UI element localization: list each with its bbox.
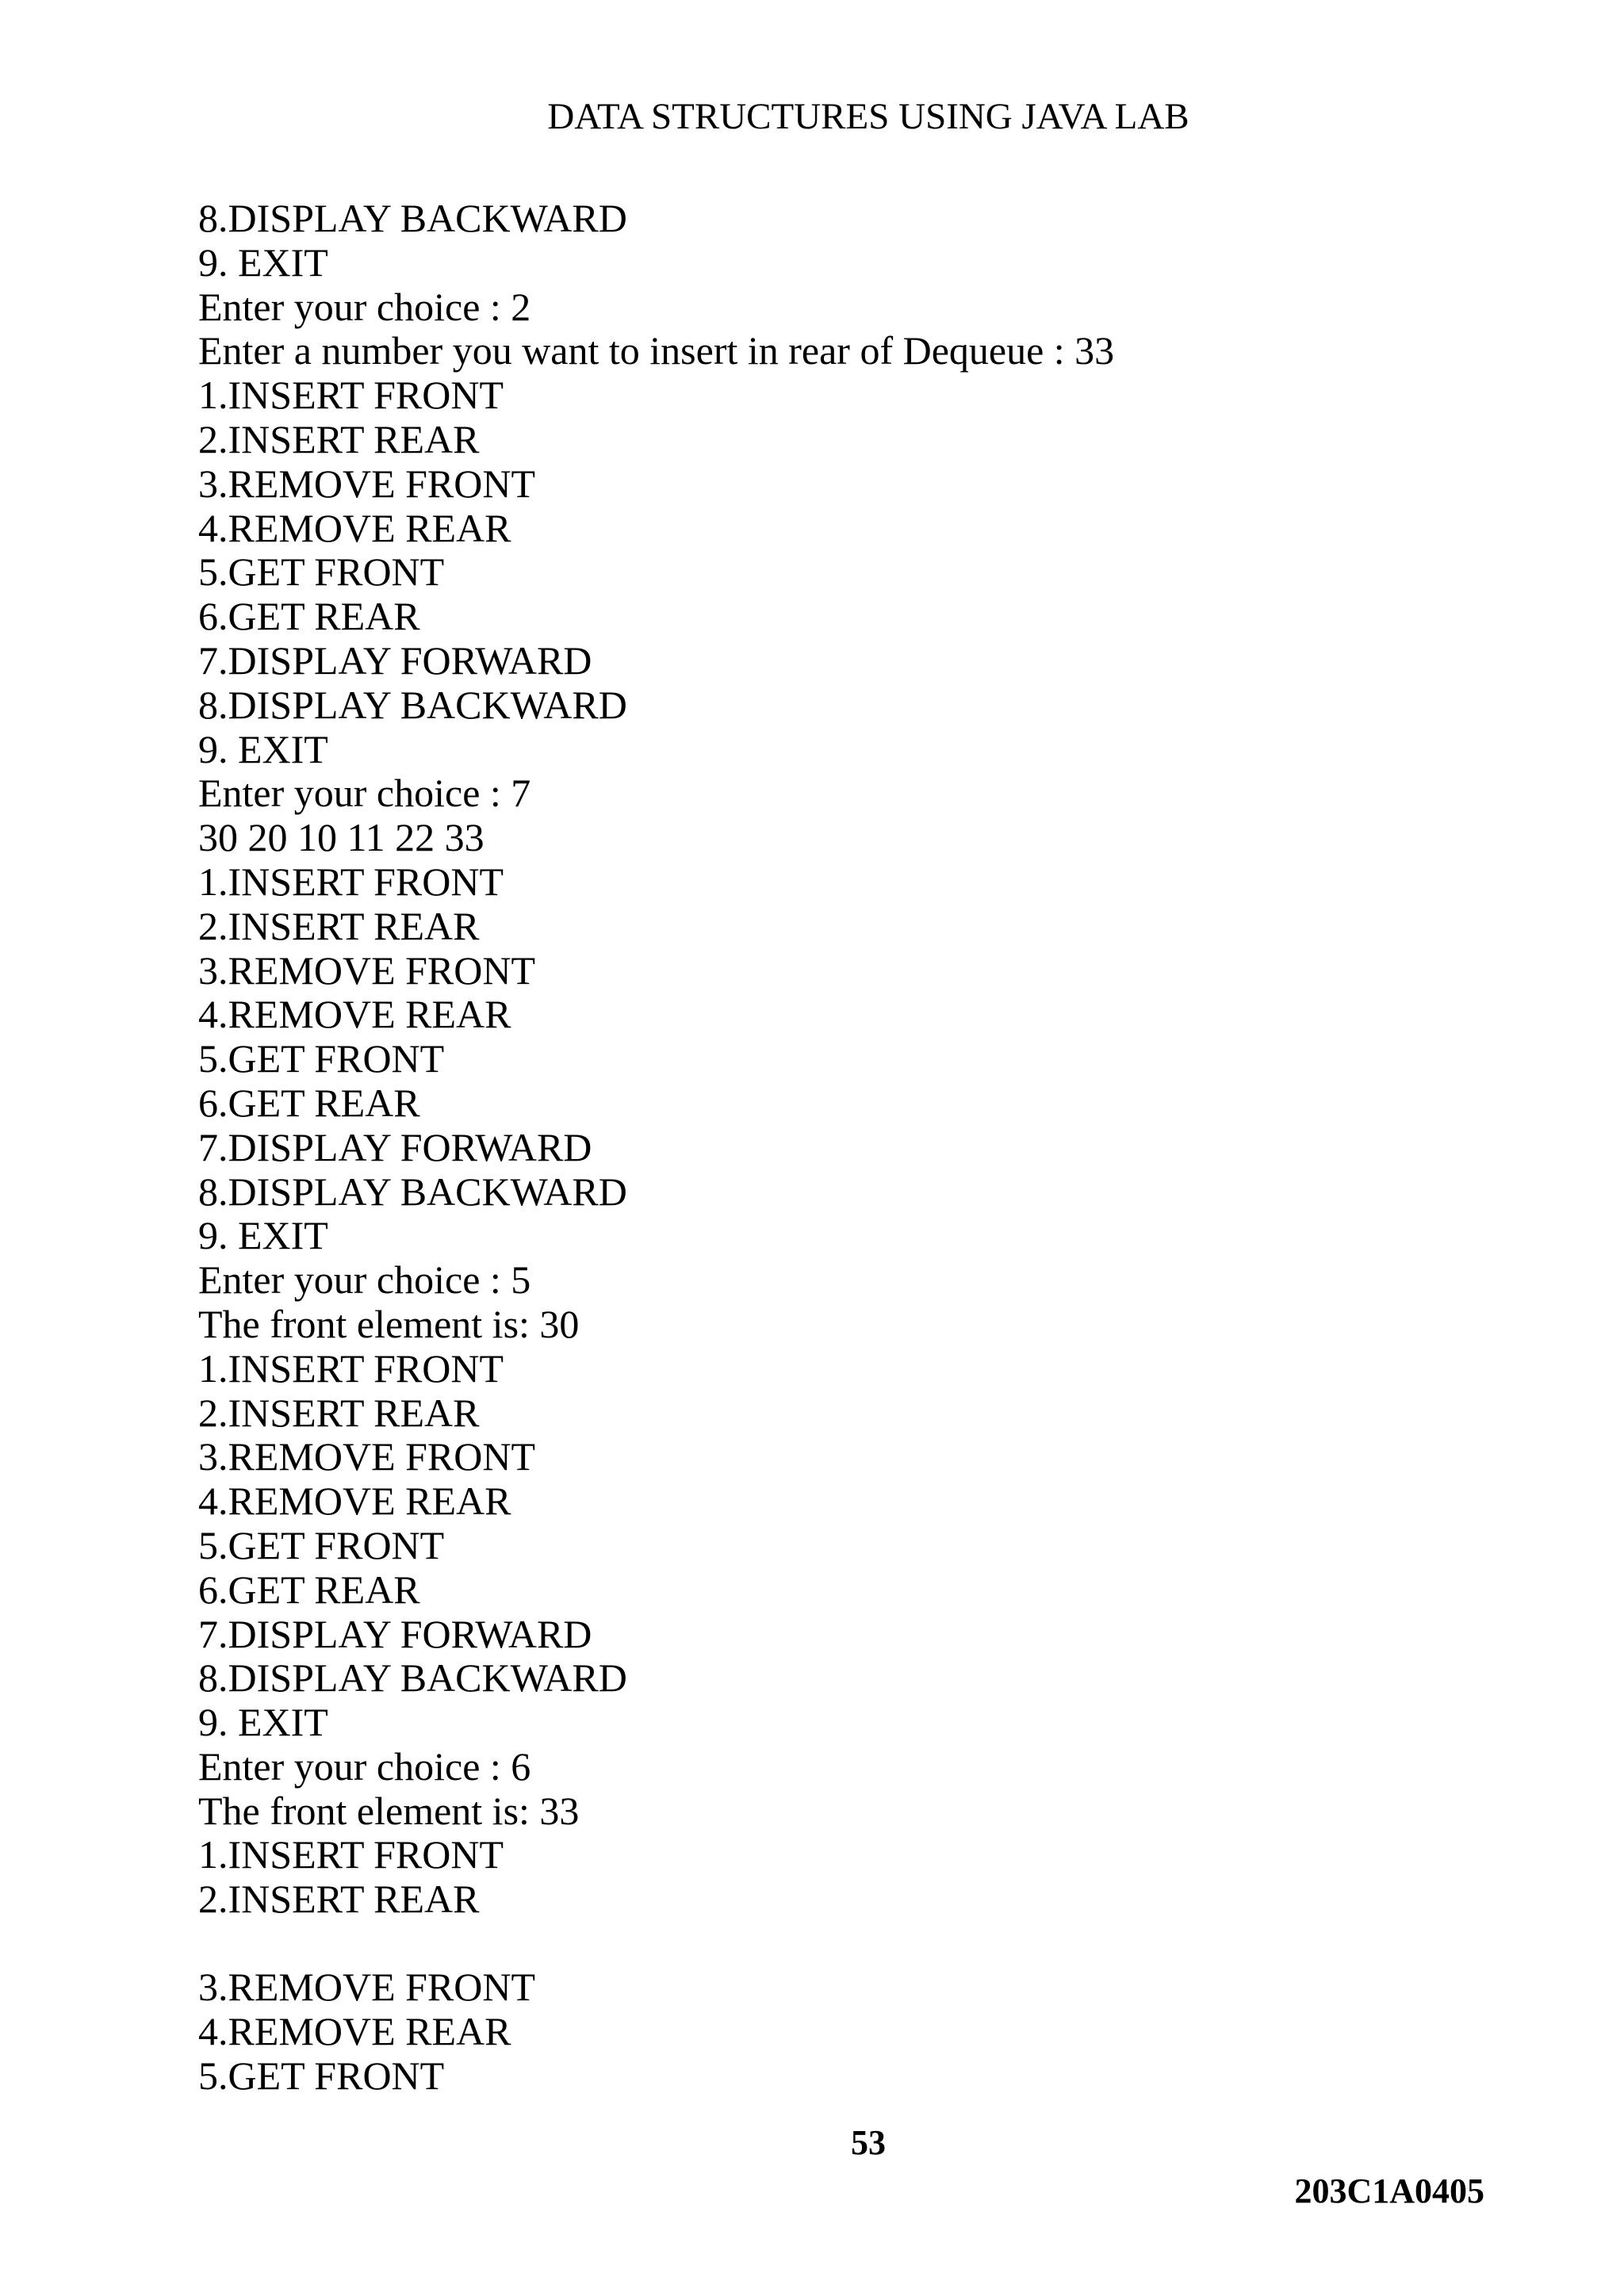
output-line: 5.GET FRONT <box>198 1522 445 1567</box>
output-line: 3.REMOVE FRONT <box>198 461 536 506</box>
output-line: Enter your choice : 5 <box>198 1257 531 1303</box>
output-line: 9. EXIT <box>198 726 328 771</box>
output-line: 3.REMOVE FRONT <box>198 1434 536 1479</box>
output-line: 8.DISPLAY BACKWARD <box>198 196 627 240</box>
output-line: Enter your choice : 2 <box>198 284 531 329</box>
output-line: 4.REMOVE REAR <box>198 1479 511 1524</box>
output-line: 2.INSERT REAR <box>198 416 480 461</box>
output-line: 2.INSERT REAR <box>198 1877 480 1922</box>
output-line: The front element is: 33 <box>198 1788 580 1833</box>
output-line: 9. EXIT <box>198 1213 328 1258</box>
output-line: Enter a number you want to insert in rear of Dequeue : 33 <box>198 328 1115 373</box>
output-line: 5.GET FRONT <box>198 1036 445 1081</box>
output-line: 4.REMOVE REAR <box>198 992 511 1037</box>
output-line: 6.GET REAR <box>198 1080 420 1125</box>
output-line: Enter your choice : 6 <box>198 1743 531 1789</box>
output-line: 30 20 10 11 22 33 <box>198 815 485 860</box>
output-line: 1.INSERT FRONT <box>198 1832 504 1877</box>
program-output <box>198 197 1114 2098</box>
output-line: 5.GET FRONT <box>198 549 445 595</box>
output-line: 8.DISPLAY BACKWARD <box>198 1655 627 1701</box>
output-line: 2.INSERT REAR <box>198 1390 480 1435</box>
output-line: 2.INSERT REAR <box>198 903 480 948</box>
output-line: 7.DISPLAY FORWARD <box>198 1124 592 1169</box>
output-line: 5.GET FRONT <box>198 2053 445 2098</box>
output-line: The front element is: 30 <box>198 1301 580 1346</box>
output-line: 7.DISPLAY FORWARD <box>198 637 592 683</box>
output-line: 1.INSERT FRONT <box>198 373 504 418</box>
output-line: 1.INSERT FRONT <box>198 859 504 904</box>
output-line: 1.INSERT FRONT <box>198 1345 504 1391</box>
output-line: 8.DISPLAY BACKWARD <box>198 682 627 727</box>
roll-number: 203C1A0405 <box>1294 2172 1484 2210</box>
output-line: 3.REMOVE FRONT <box>198 947 536 993</box>
output-line: 9. EXIT <box>198 1700 328 1745</box>
output-line: 4.REMOVE REAR <box>198 2008 511 2053</box>
page-number: 53 <box>851 2123 886 2162</box>
output-line: Enter your choice : 7 <box>198 771 531 816</box>
output-line: 6.GET REAR <box>198 594 420 639</box>
output-line: 6.GET REAR <box>198 1567 420 1612</box>
output-line: 4.REMOVE REAR <box>198 505 511 550</box>
output-line: 9. EXIT <box>198 239 328 285</box>
page-header: DATA STRUCTURES USING JAVA LAB <box>547 96 1189 137</box>
output-line: 7.DISPLAY FORWARD <box>198 1611 592 1656</box>
output-line: 3.REMOVE FRONT <box>198 1965 536 2010</box>
output-line: 8.DISPLAY BACKWARD <box>198 1169 627 1214</box>
